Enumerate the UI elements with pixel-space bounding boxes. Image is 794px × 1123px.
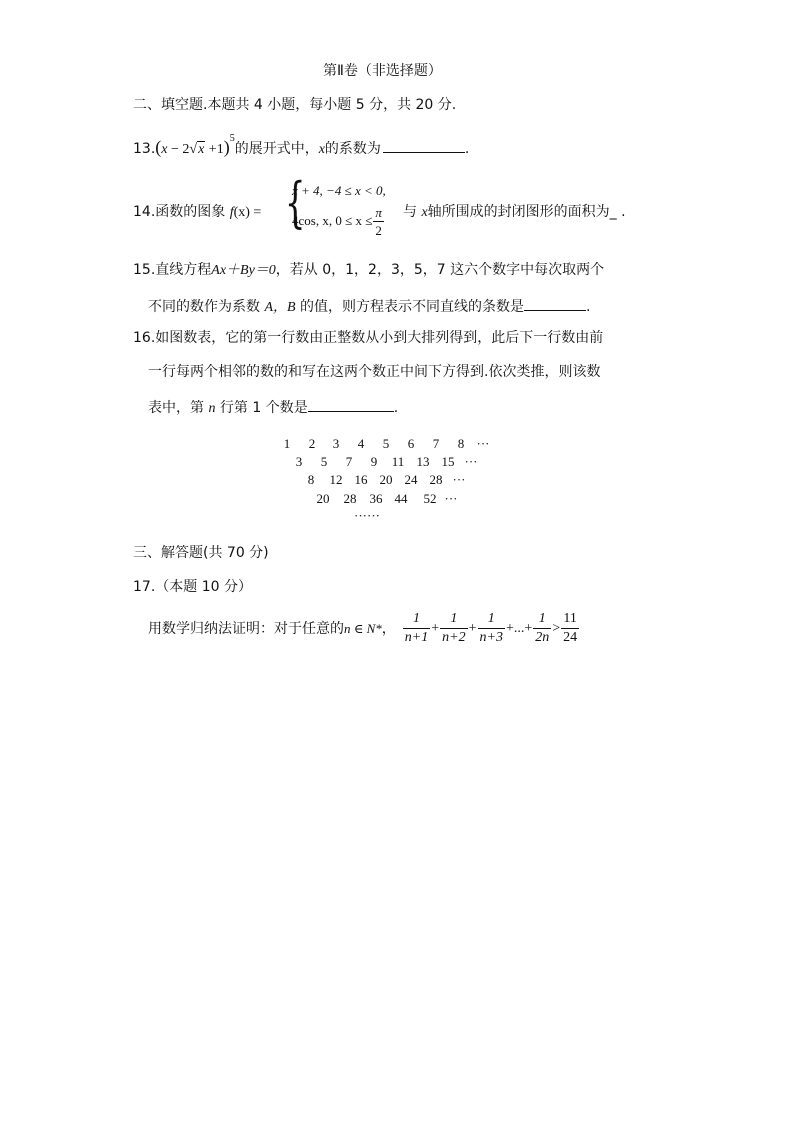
q17-header: 17.（本题 10 分） [133, 579, 252, 595]
q13-text-2: 的系数为 [324, 141, 381, 157]
q14-two: 2 [375, 223, 382, 238]
q17-statement [148, 612, 580, 645]
q17-fraction-4-num: 1 [538, 611, 546, 626]
q13-open-paren: ( [155, 137, 162, 157]
q14-end: _ . [609, 204, 626, 220]
table-ellipsis: ······ [354, 508, 380, 523]
q14-f: f [229, 205, 234, 220]
q13-number: 13. [133, 141, 156, 157]
q14-pi: π [375, 205, 382, 220]
q17-greater-than: > [552, 620, 561, 636]
q17-rhs-fraction [561, 612, 579, 645]
q17-fraction-2-num: 1 [450, 611, 458, 626]
q15-coefficients: A，B [264, 300, 296, 315]
table-cell: 11 [391, 454, 405, 469]
table-cell: 13 [416, 454, 430, 469]
q17-condition: n ∈ N* [344, 621, 382, 636]
table-cell: 3 [332, 436, 340, 451]
q13-x: x [161, 142, 168, 157]
table-cell: 4 [357, 436, 365, 451]
q13-plus-one: +1 [205, 142, 224, 157]
table-cell: 5 [382, 436, 390, 451]
q17-fraction-3 [478, 612, 505, 645]
q13-sqrt-sign: √ [189, 142, 198, 157]
table-cell: 36 [369, 491, 383, 506]
q16-line-1: 16.如图数表，它的第一行数由正整数从小到大排列得到，此后下一行数由前 [133, 330, 604, 346]
section-heading-answer: 三、解答题(共 70 分) [133, 545, 269, 561]
table-cell: 12 [329, 472, 343, 487]
q13-end: . [464, 141, 470, 157]
q14-text-1: 函数的图象 [155, 204, 226, 220]
q14-text-2: 与 [403, 204, 417, 220]
q17-dots: +...+ [505, 620, 533, 636]
table-cell: 3 [295, 454, 303, 469]
table-cell: 2 [308, 436, 316, 451]
q17-fraction-2-den: n+2 [442, 630, 466, 645]
q13-close-paren: ) [223, 137, 230, 157]
table-cell: ··· [464, 454, 478, 469]
table-cell: 28 [343, 491, 357, 506]
page-title: 第Ⅱ卷（非选择题） [323, 63, 442, 79]
q14-left-brace: { [284, 171, 306, 234]
q15-end: . [586, 299, 591, 315]
q14-case-2-text: 4cos, x, 0 ≤ x ≤ [292, 213, 373, 228]
table-cell: 44 [394, 491, 408, 506]
q13-minus-two: − 2 [167, 142, 190, 157]
table-cell: 9 [370, 454, 378, 469]
q16-line-3-start: 表中，第 [148, 400, 204, 416]
table-cell: 24 [404, 472, 418, 487]
table-cell: 28 [429, 472, 443, 487]
q14-x: x [421, 205, 428, 220]
q17-text: 用数学归纳法证明：对于任意的 [148, 620, 344, 637]
q14-text-3: 轴所围成的封闭图形的面积为 [427, 204, 610, 220]
table-cell: 5 [320, 454, 328, 469]
q17-rhs-den: 24 [563, 630, 578, 645]
table-cell: 6 [407, 436, 415, 451]
table-cell: 8 [307, 472, 315, 487]
q13-x-term: x [318, 142, 325, 157]
table-cell: ··· [476, 436, 490, 451]
table-cell: ··· [452, 472, 466, 487]
q17-fraction-4 [533, 612, 551, 645]
q17-plus: + [468, 620, 477, 636]
q17-fraction-1-num: 1 [413, 611, 421, 626]
q17-fraction-3-den: n+3 [479, 630, 503, 645]
table-cell: 8 [457, 436, 465, 451]
q16-end: . [393, 400, 399, 416]
table-cell: 7 [432, 436, 440, 451]
q17-fraction-2 [440, 612, 467, 645]
table-cell: 20 [379, 472, 393, 487]
q14-case-1: x + 4, −4 ≤ x < 0, [292, 183, 386, 198]
table-cell: 16 [354, 472, 368, 487]
q14-fx-args: (x) = [233, 205, 262, 220]
section-heading-fill-in: 二、填空题.本题共 4 小题，每小题 5 分，共 20 分. [133, 97, 457, 113]
q17-fraction-4-den: 2n [535, 630, 550, 645]
q15-line-2-end: 的值，则方程表示不同直线的条数是 [300, 299, 525, 315]
q16-n: n [208, 401, 216, 416]
q15-line-1-end: ，若从 0，1，2，3，5，7 这六个数字中每次取两个 [275, 262, 605, 278]
q16-line-2: 一行每两个相邻的数的和写在这两个数正中间下方得到.依次类推，则该数 [148, 364, 601, 380]
q15-line-2-start: 不同的数作为系数 [148, 299, 260, 315]
q13-sqrt-x: x [198, 142, 205, 157]
table-cell: ··· [444, 491, 458, 506]
q16-line-3-mid: 行第 1 个数是 [219, 400, 308, 416]
q17-fraction-1-den: n+1 [404, 630, 429, 645]
table-cell: 20 [316, 491, 330, 506]
q14-number: 14. [133, 204, 156, 220]
table-cell: 7 [345, 454, 353, 469]
q17-comma: ， [381, 620, 396, 637]
q17-plus: + [431, 620, 440, 636]
table-cell: 1 [283, 436, 291, 451]
q13-text-1: 的展开式中， [234, 141, 319, 157]
q17-rhs-num: 11 [563, 611, 577, 626]
table-cell: 15 [441, 454, 455, 469]
q13-power: 5 [229, 133, 235, 145]
q15-line-1-start: 15.直线方程 [133, 262, 212, 278]
q17-fraction-3-num: 1 [487, 611, 495, 626]
q17-fraction-1 [403, 612, 430, 645]
q15-equation: Ax＋By＝0 [211, 263, 276, 278]
table-cell: 52 [423, 491, 437, 506]
